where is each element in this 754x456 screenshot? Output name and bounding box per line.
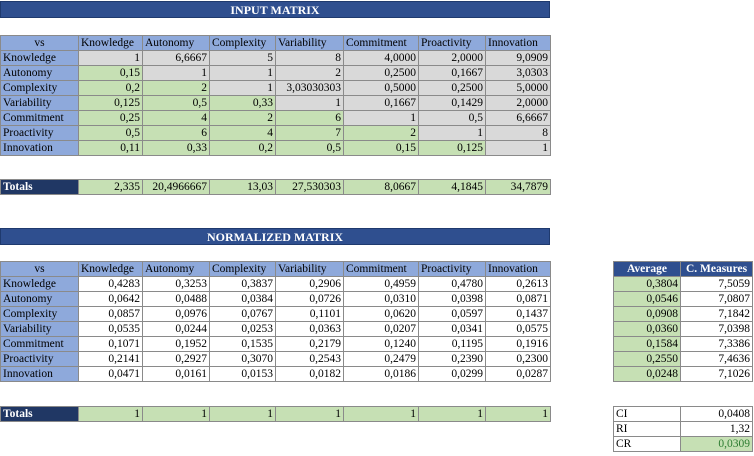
total-cell[interactable]: 1 bbox=[79, 407, 143, 422]
average-cell[interactable]: 0,0908 bbox=[614, 307, 681, 322]
row-label: Knowledge bbox=[1, 51, 79, 66]
row-label: Commitment bbox=[1, 111, 79, 126]
matrix-cell[interactable]: 0,1535 bbox=[210, 337, 276, 352]
matrix-cell[interactable]: 0,0976 bbox=[143, 307, 210, 322]
average-cell[interactable]: 0,0360 bbox=[614, 322, 681, 337]
total-cell[interactable]: 1 bbox=[486, 407, 551, 422]
matrix-cell[interactable]: 0,0341 bbox=[419, 322, 486, 337]
totals-label: Totals bbox=[1, 180, 79, 195]
average-cell[interactable]: 0,3804 bbox=[614, 277, 681, 292]
matrix-cell[interactable]: 0,0620 bbox=[344, 307, 419, 322]
column-header: Commitment bbox=[344, 262, 419, 277]
matrix-cell[interactable]: 0,2906 bbox=[276, 277, 344, 292]
matrix-cell[interactable]: 1 bbox=[210, 66, 276, 81]
matrix-cell[interactable]: 0,1437 bbox=[486, 307, 551, 322]
matrix-cell[interactable]: 0,5 bbox=[79, 126, 143, 141]
table-row bbox=[1, 126, 551, 141]
average-cell[interactable]: 0,1584 bbox=[614, 337, 681, 352]
table-row bbox=[614, 292, 753, 307]
matrix-cell[interactable]: 0,0767 bbox=[210, 307, 276, 322]
row-label: Proactivity bbox=[1, 126, 79, 141]
matrix-cell[interactable]: 0,0871 bbox=[486, 292, 551, 307]
matrix-cell[interactable]: 0,5 bbox=[143, 96, 210, 111]
average-cell[interactable]: 0,0248 bbox=[614, 367, 681, 382]
matrix-cell[interactable]: 0,0153 bbox=[210, 367, 276, 382]
matrix-cell[interactable]: 0,15 bbox=[79, 66, 143, 81]
matrix-cell[interactable]: 6,6667 bbox=[143, 51, 210, 66]
matrix-cell[interactable]: 0,0253 bbox=[210, 322, 276, 337]
row-label: Autonomy bbox=[1, 292, 79, 307]
matrix-cell[interactable]: 1 bbox=[210, 81, 276, 96]
matrix-cell[interactable]: 0,5000 bbox=[344, 81, 419, 96]
matrix-cell[interactable]: 5,0000 bbox=[486, 81, 551, 96]
matrix-cell[interactable]: 6 bbox=[276, 111, 344, 126]
matrix-cell[interactable]: 0,1952 bbox=[143, 337, 210, 352]
column-header: Commitment bbox=[344, 36, 419, 51]
matrix-cell[interactable]: 0,1916 bbox=[486, 337, 551, 352]
matrix-cell[interactable]: 0,0186 bbox=[344, 367, 419, 382]
row-label: Variability bbox=[1, 96, 79, 111]
matrix-cell[interactable]: 9,0909 bbox=[486, 51, 551, 66]
ci-label: CI bbox=[614, 407, 681, 422]
matrix-cell[interactable]: 0,33 bbox=[210, 96, 276, 111]
corner-label: vs bbox=[1, 36, 79, 51]
matrix-cell[interactable]: 0,1667 bbox=[419, 66, 486, 81]
column-header: Complexity bbox=[210, 36, 276, 51]
row-label: Commitment bbox=[1, 337, 79, 352]
matrix-cell[interactable]: 3,0303 bbox=[486, 66, 551, 81]
total-cell[interactable]: 34,7879 bbox=[486, 180, 551, 195]
table-row bbox=[1, 96, 551, 111]
table-row bbox=[1, 66, 551, 81]
column-header: Innovation bbox=[486, 36, 551, 51]
matrix-cell[interactable]: 1 bbox=[344, 111, 419, 126]
matrix-cell[interactable]: 0,0310 bbox=[344, 292, 419, 307]
matrix-cell[interactable]: 0,2927 bbox=[143, 352, 210, 367]
table-row bbox=[614, 337, 753, 352]
table-row bbox=[1, 367, 551, 382]
matrix-cell[interactable]: 2 bbox=[210, 111, 276, 126]
matrix-cell[interactable]: 4 bbox=[143, 111, 210, 126]
matrix-cell[interactable]: 0,125 bbox=[419, 141, 486, 156]
matrix-cell[interactable]: 4,0000 bbox=[344, 51, 419, 66]
matrix-cell[interactable]: 2,0000 bbox=[419, 51, 486, 66]
matrix-cell[interactable]: 6 bbox=[143, 126, 210, 141]
matrix-cell[interactable]: 0,1667 bbox=[344, 96, 419, 111]
matrix-cell[interactable]: 2,0000 bbox=[486, 96, 551, 111]
normalized-matrix-table bbox=[0, 261, 551, 382]
total-cell[interactable]: 20,4966667 bbox=[143, 180, 210, 195]
matrix-cell[interactable]: 0,11 bbox=[79, 141, 143, 156]
table-row bbox=[614, 322, 753, 337]
matrix-cell[interactable]: 2 bbox=[276, 66, 344, 81]
matrix-cell[interactable]: 0,1101 bbox=[276, 307, 344, 322]
matrix-cell[interactable]: 1 bbox=[486, 141, 551, 156]
matrix-cell[interactable]: 1 bbox=[276, 96, 344, 111]
matrix-cell[interactable]: 0,2 bbox=[210, 141, 276, 156]
column-header: Proactivity bbox=[419, 36, 486, 51]
cr-label: CR bbox=[614, 437, 681, 452]
matrix-cell[interactable]: 0,25 bbox=[79, 111, 143, 126]
matrix-cell[interactable]: 0,0299 bbox=[419, 367, 486, 382]
matrix-cell[interactable]: 0,4959 bbox=[344, 277, 419, 292]
matrix-cell[interactable]: 0,2390 bbox=[419, 352, 486, 367]
column-header: Innovation bbox=[486, 262, 551, 277]
matrix-cell[interactable]: 0,0535 bbox=[79, 322, 143, 337]
matrix-cell[interactable]: 1 bbox=[79, 51, 143, 66]
matrix-cell[interactable]: 0,1429 bbox=[419, 96, 486, 111]
measure-cell[interactable]: 7,5059 bbox=[681, 277, 753, 292]
column-header: Knowledge bbox=[79, 36, 143, 51]
table-row bbox=[1, 141, 551, 156]
input-matrix-table bbox=[0, 35, 551, 156]
matrix-cell[interactable]: 0,0726 bbox=[276, 292, 344, 307]
row-label: Variability bbox=[1, 322, 79, 337]
total-cell[interactable]: 1 bbox=[143, 407, 210, 422]
total-cell[interactable]: 1 bbox=[276, 407, 344, 422]
table-row bbox=[614, 352, 753, 367]
matrix-cell[interactable]: 0,0575 bbox=[486, 322, 551, 337]
row-label: Innovation bbox=[1, 367, 79, 382]
matrix-cell[interactable]: 0,5 bbox=[419, 111, 486, 126]
matrix-cell[interactable]: 0,5 bbox=[276, 141, 344, 156]
matrix-cell[interactable]: 0,125 bbox=[79, 96, 143, 111]
matrix-cell[interactable]: 0,2613 bbox=[486, 277, 551, 292]
matrix-cell[interactable]: 5 bbox=[210, 51, 276, 66]
measure-cell[interactable]: 7,0398 bbox=[681, 322, 753, 337]
matrix-cell[interactable]: 2 bbox=[143, 81, 210, 96]
measure-cell[interactable]: 7,1026 bbox=[681, 367, 753, 382]
normalized-matrix-title: NORMALIZED MATRIX bbox=[0, 228, 550, 245]
input-matrix-title: INPUT MATRIX bbox=[0, 1, 550, 18]
matrix-cell[interactable]: 0,2179 bbox=[276, 337, 344, 352]
matrix-cell[interactable]: 3,03030303 bbox=[276, 81, 344, 96]
table-row bbox=[1, 352, 551, 367]
average-cell[interactable]: 0,2550 bbox=[614, 352, 681, 367]
matrix-cell[interactable]: 1 bbox=[143, 66, 210, 81]
matrix-cell[interactable]: 0,1195 bbox=[419, 337, 486, 352]
table-row bbox=[1, 322, 551, 337]
matrix-cell[interactable]: 6,6667 bbox=[486, 111, 551, 126]
matrix-cell[interactable]: 0,4780 bbox=[419, 277, 486, 292]
matrix-cell[interactable]: 0,2300 bbox=[486, 352, 551, 367]
matrix-cell[interactable]: 7 bbox=[276, 126, 344, 141]
column-header: Variability bbox=[276, 36, 344, 51]
matrix-cell[interactable]: 0,1071 bbox=[79, 337, 143, 352]
matrix-cell[interactable]: 0,2500 bbox=[419, 81, 486, 96]
matrix-cell[interactable]: 0,1240 bbox=[344, 337, 419, 352]
column-header: Knowledge bbox=[79, 262, 143, 277]
consistency-ratio-table bbox=[613, 406, 753, 452]
table-row bbox=[1, 337, 551, 352]
column-header: Proactivity bbox=[419, 262, 486, 277]
total-cell[interactable]: 27,530303 bbox=[276, 180, 344, 195]
matrix-cell[interactable]: 0,0287 bbox=[486, 367, 551, 382]
column-header: Autonomy bbox=[143, 36, 210, 51]
column-header: Variability bbox=[276, 262, 344, 277]
consistency-measures-table bbox=[613, 261, 753, 382]
row-label: Autonomy bbox=[1, 66, 79, 81]
average-cell[interactable]: 0,0546 bbox=[614, 292, 681, 307]
table-row bbox=[614, 307, 753, 322]
column-header: Autonomy bbox=[143, 262, 210, 277]
matrix-cell[interactable]: 0,0207 bbox=[344, 322, 419, 337]
matrix-cell[interactable]: 0,0488 bbox=[143, 292, 210, 307]
ri-label: RI bbox=[614, 422, 681, 437]
cr-value[interactable]: 0,0309 bbox=[681, 437, 753, 452]
total-cell[interactable]: 1 bbox=[210, 407, 276, 422]
table-row bbox=[1, 81, 551, 96]
matrix-cell[interactable]: 0,0398 bbox=[419, 292, 486, 307]
measures-header: C. Measures bbox=[681, 262, 753, 277]
table-row bbox=[1, 51, 551, 66]
matrix-cell[interactable]: 0,0161 bbox=[143, 367, 210, 382]
row-label: Proactivity bbox=[1, 352, 79, 367]
table-row bbox=[1, 307, 551, 322]
matrix-cell[interactable]: 0,0244 bbox=[143, 322, 210, 337]
measure-cell[interactable]: 7,4636 bbox=[681, 352, 753, 367]
total-cell[interactable]: 1 bbox=[419, 407, 486, 422]
matrix-cell[interactable]: 0,0597 bbox=[419, 307, 486, 322]
matrix-cell[interactable]: 0,0642 bbox=[79, 292, 143, 307]
ri-value[interactable]: 1,32 bbox=[681, 422, 753, 437]
table-row bbox=[614, 367, 753, 382]
total-cell[interactable]: 2,335 bbox=[79, 180, 143, 195]
matrix-cell[interactable]: 0,33 bbox=[143, 141, 210, 156]
matrix-cell[interactable]: 0,3837 bbox=[210, 277, 276, 292]
matrix-cell[interactable]: 1 bbox=[419, 126, 486, 141]
matrix-cell[interactable]: 0,0471 bbox=[79, 367, 143, 382]
total-cell[interactable]: 13,03 bbox=[210, 180, 276, 195]
table-row bbox=[614, 277, 753, 292]
matrix-cell[interactable]: 0,2479 bbox=[344, 352, 419, 367]
matrix-cell[interactable]: 0,0857 bbox=[79, 307, 143, 322]
row-label: Complexity bbox=[1, 307, 79, 322]
input-totals-table bbox=[0, 179, 551, 195]
measure-cell[interactable]: 7,3386 bbox=[681, 337, 753, 352]
matrix-cell[interactable]: 0,3070 bbox=[210, 352, 276, 367]
matrix-cell[interactable]: 0,3253 bbox=[143, 277, 210, 292]
measure-cell[interactable]: 7,0807 bbox=[681, 292, 753, 307]
table-row bbox=[1, 111, 551, 126]
average-header: Average bbox=[614, 262, 681, 277]
table-row bbox=[1, 292, 551, 307]
row-label: Innovation bbox=[1, 141, 79, 156]
corner-label: vs bbox=[1, 262, 79, 277]
matrix-cell[interactable]: 4 bbox=[210, 126, 276, 141]
normalized-totals-table bbox=[0, 406, 551, 422]
row-label: Complexity bbox=[1, 81, 79, 96]
matrix-cell[interactable]: 2 bbox=[344, 126, 419, 141]
matrix-cell[interactable]: 0,2543 bbox=[276, 352, 344, 367]
matrix-cell[interactable]: 0,4283 bbox=[79, 277, 143, 292]
total-cell[interactable]: 4,1845 bbox=[419, 180, 486, 195]
ci-value[interactable]: 0,0408 bbox=[681, 407, 753, 422]
matrix-cell[interactable]: 0,2500 bbox=[344, 66, 419, 81]
matrix-cell[interactable]: 0,0363 bbox=[276, 322, 344, 337]
totals-label: Totals bbox=[1, 407, 79, 422]
measure-cell[interactable]: 7,1842 bbox=[681, 307, 753, 322]
total-cell[interactable]: 1 bbox=[344, 407, 419, 422]
matrix-cell[interactable]: 8 bbox=[486, 126, 551, 141]
matrix-cell[interactable]: 0,0182 bbox=[276, 367, 344, 382]
matrix-cell[interactable]: 0,0384 bbox=[210, 292, 276, 307]
matrix-cell[interactable]: 0,2 bbox=[79, 81, 143, 96]
matrix-cell[interactable]: 8 bbox=[276, 51, 344, 66]
column-header: Complexity bbox=[210, 262, 276, 277]
row-label: Knowledge bbox=[1, 277, 79, 292]
matrix-cell[interactable]: 0,2141 bbox=[79, 352, 143, 367]
matrix-cell[interactable]: 0,15 bbox=[344, 141, 419, 156]
total-cell[interactable]: 8,0667 bbox=[344, 180, 419, 195]
table-row bbox=[1, 277, 551, 292]
